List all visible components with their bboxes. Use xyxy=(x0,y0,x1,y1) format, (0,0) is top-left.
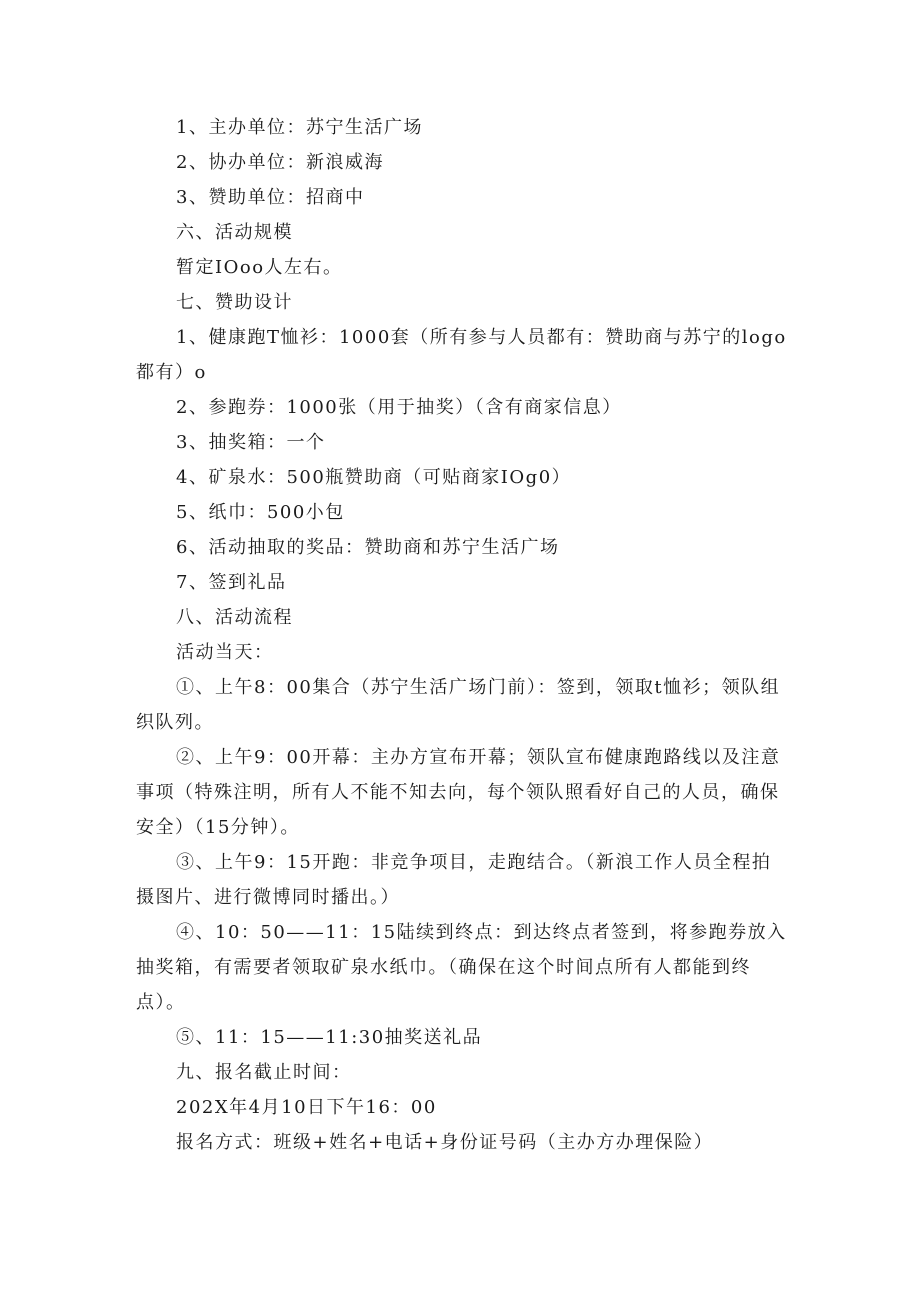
sponsorship-item-ticket: 2、参跑券：1000张（用于抽奖）（含有商家信息） xyxy=(176,397,622,418)
registration-method: 报名方式：班级+姓名+电话+身份证号码（主办方办理保险） xyxy=(176,1132,714,1153)
process-step-3: ③、上午9：15开跑：非竞争项目，走跑结合。（新浪工作人员全程拍摄图片、进行微博同时播出。） xyxy=(136,852,772,908)
sponsorship-item-gifts: 7、签到礼品 xyxy=(176,572,287,593)
co-organizer-line: 2、协办单位：新浪威海 xyxy=(176,152,384,173)
process-step-2: ②、上午9：00开幕：主办方宣布开幕；领队宣布健康跑路线以及注意事项（特殊注明，所有人不能不知去向，每个领队照看好自己的人员，确保安全）（15分钟）。 xyxy=(136,747,781,838)
document-body xyxy=(136,110,788,1160)
event-day-label: 活动当天： xyxy=(176,642,274,663)
section-heading-sponsorship: 七、赞助设计 xyxy=(176,292,293,313)
organizer-line: 1、主办单位：苏宁生活广场 xyxy=(176,117,423,138)
process-step-5: ⑤、11：15——11:30抽奖送礼品 xyxy=(176,1027,483,1048)
section-heading-process: 八、活动流程 xyxy=(176,607,293,628)
sponsorship-item-tissue: 5、纸巾：500小包 xyxy=(176,502,345,523)
section-heading-scale: 六、活动规模 xyxy=(176,222,293,243)
deadline-text: 202X年4月10日下午16：00 xyxy=(176,1097,437,1118)
scale-text: 暂定IOoo人左右。 xyxy=(176,257,343,278)
sponsorship-item-tshirt: 1、健康跑T恤衫：1000套（所有参与人员都有：赞助商与苏宁的logo都有）o xyxy=(136,327,787,383)
sponsorship-item-box: 3、抽奖箱：一个 xyxy=(176,432,326,453)
section-heading-deadline: 九、报名截止时间： xyxy=(176,1062,352,1083)
sponsorship-item-water: 4、矿泉水：500瓶赞助商（可贴商家IOg0） xyxy=(176,467,572,488)
process-step-1: ①、上午8：00集合（苏宁生活广场门前）：签到，领取t恤衫；领队组织队列。 xyxy=(136,677,781,733)
sponsor-line: 3、赞助单位：招商中 xyxy=(176,187,365,208)
process-step-4: ④、10：50——11：15陆续到终点：到达终点者签到，将参跑券放入抽奖箱，有需要者领取矿泉水纸巾。（确保在这个时间点所有人都能到终点）。 xyxy=(136,922,787,1013)
sponsorship-item-prizes: 6、活动抽取的奖品：赞助商和苏宁生活广场 xyxy=(176,537,560,558)
